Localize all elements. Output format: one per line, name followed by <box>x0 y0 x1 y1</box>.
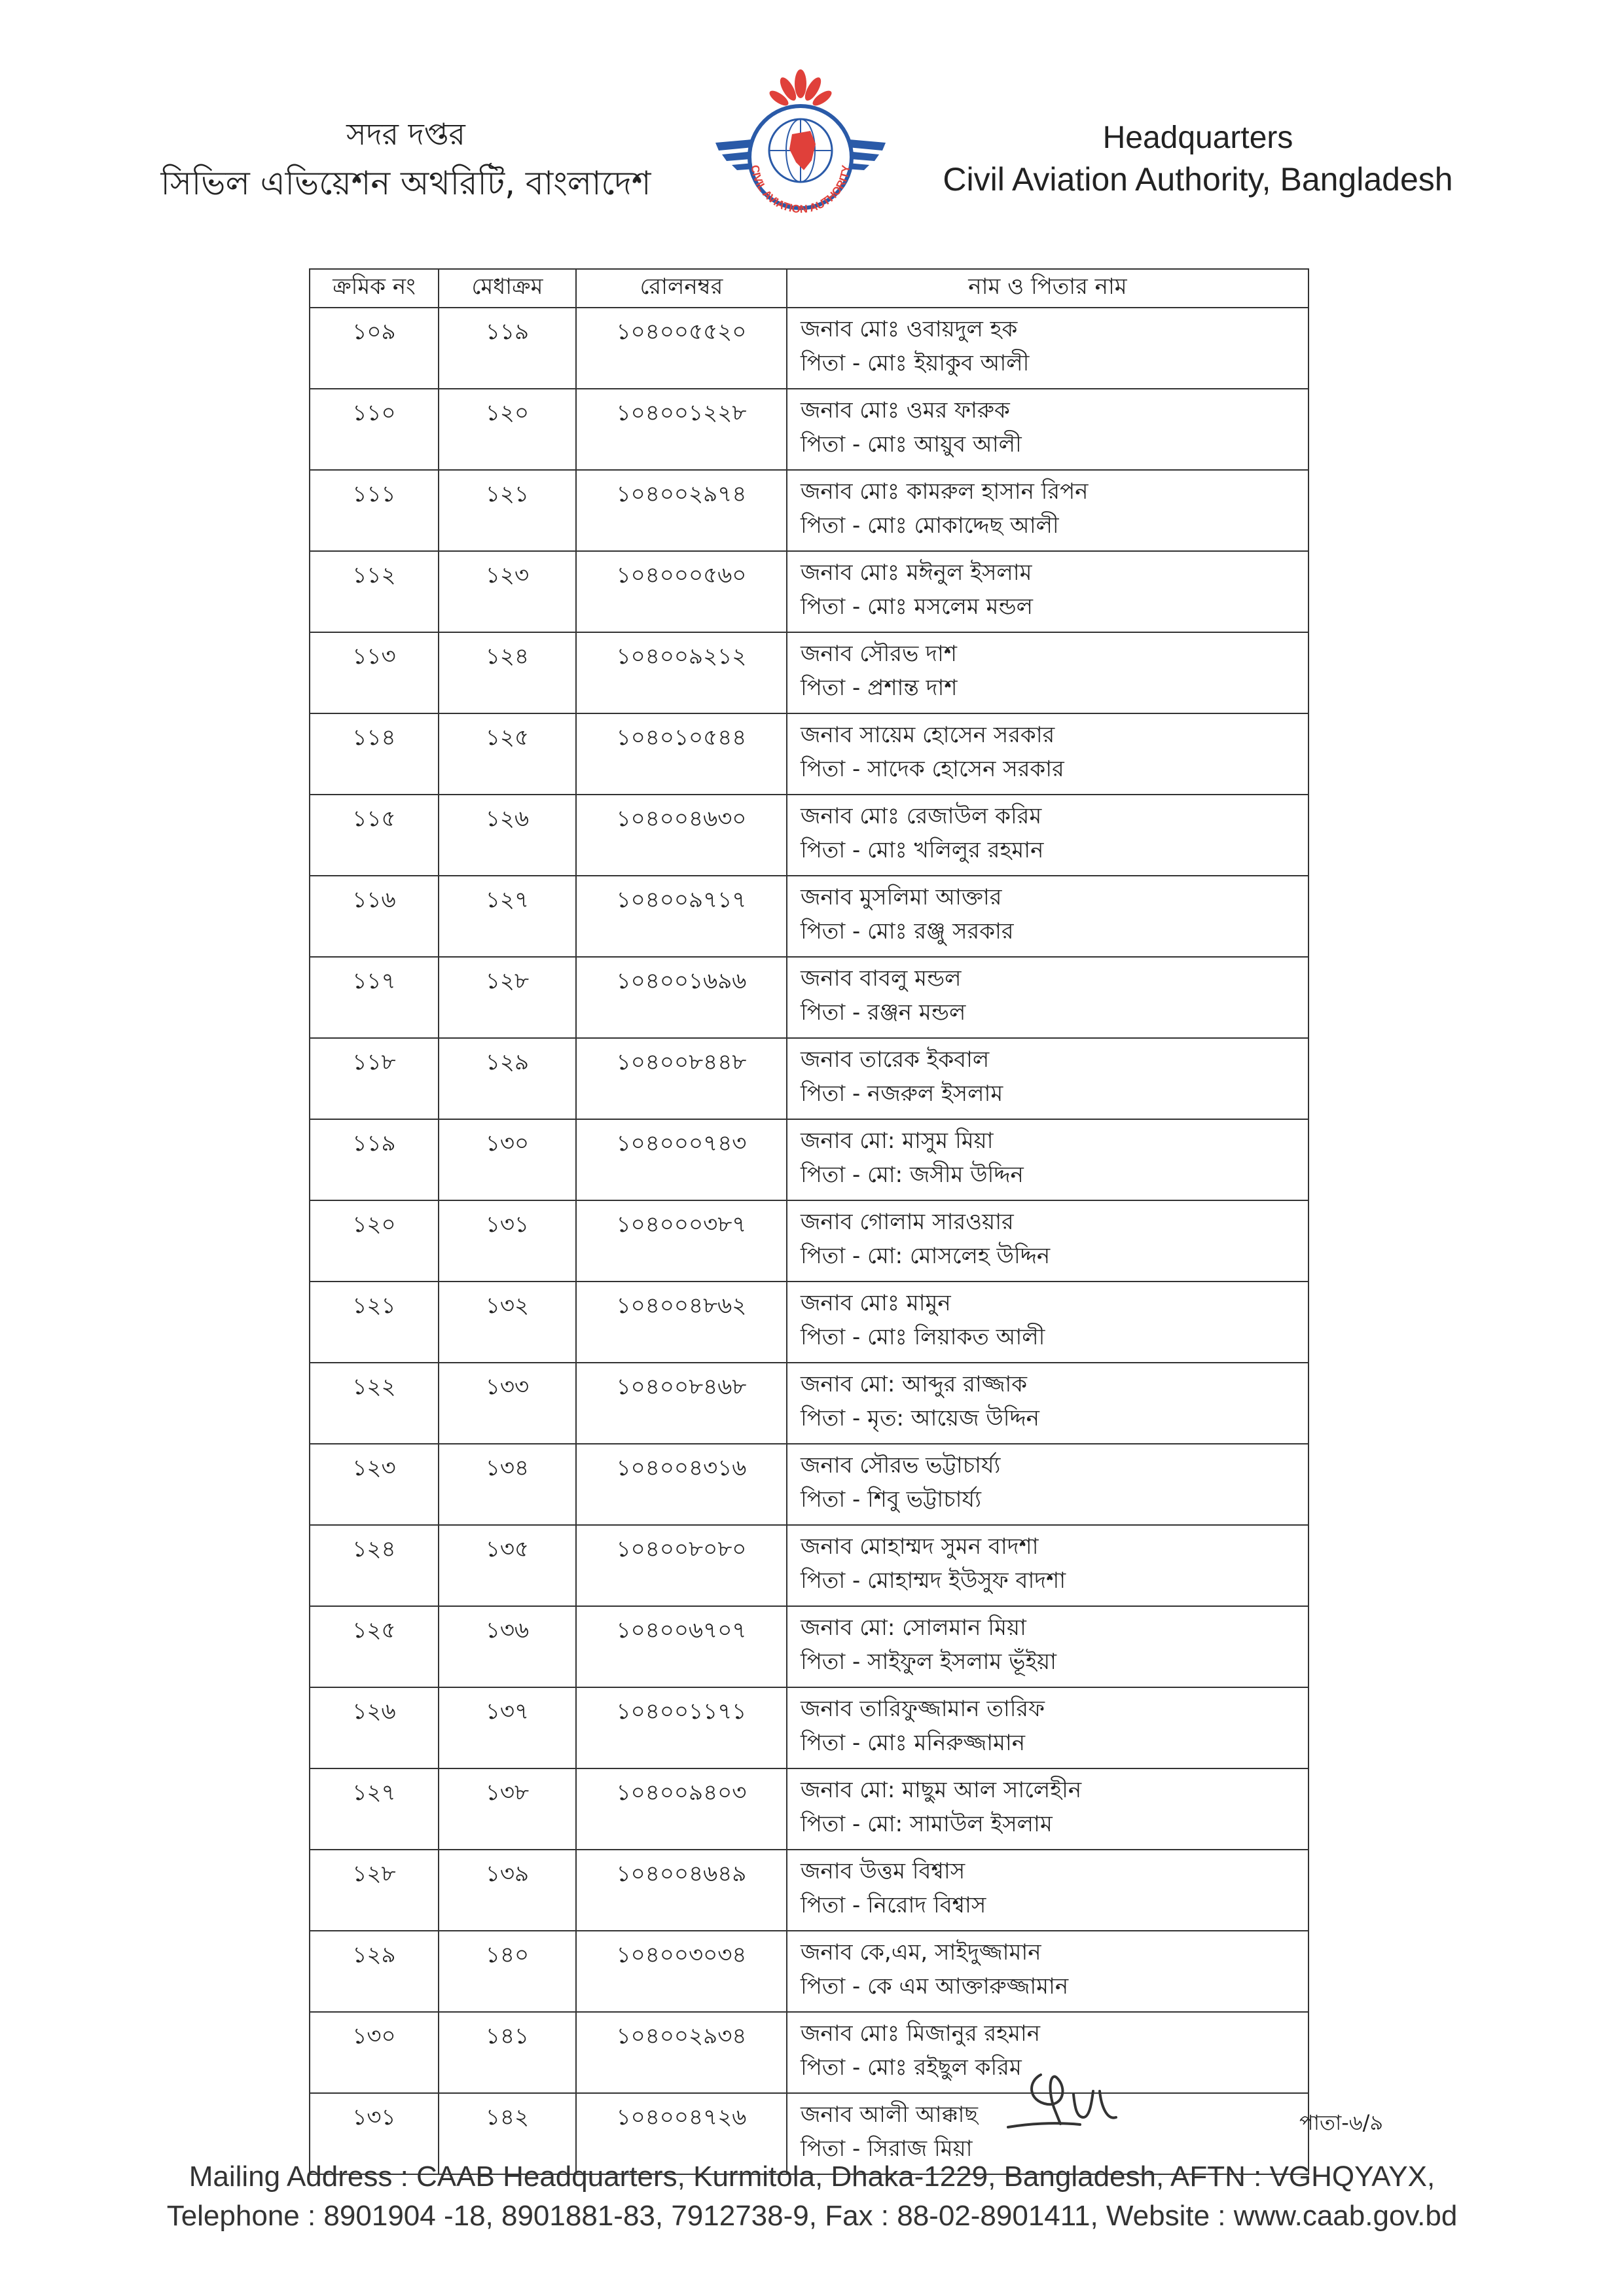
footer-address <box>0 2157 1624 2236</box>
father-name: পিতা - মোঃ লিয়াকত আলী <box>801 1324 1045 1350</box>
roll-cell: ১০৪০০৪৬৩০ <box>576 795 787 876</box>
name-cell <box>787 957 1308 1038</box>
candidate-name: জনাব কে,এম, সাইদুজ্জামান <box>801 1939 1041 1965</box>
name-cell <box>787 1687 1308 1768</box>
roll-cell: ১০৪০০১৬৯৬ <box>576 957 787 1038</box>
serial-cell: ১১৩ <box>310 632 439 713</box>
serial-cell: ১২৫ <box>310 1606 439 1687</box>
serial-cell: ১২৪ <box>310 1525 439 1606</box>
merit-cell: ১৩৮ <box>439 1768 576 1850</box>
roll-cell: ১০৪০০৪৮৬২ <box>576 1282 787 1363</box>
candidate-name: জনাব মোঃ কামরুল হাসান রিপন <box>801 478 1089 505</box>
father-name: পিতা - মোঃ ইয়াকুব আলী <box>801 350 1030 376</box>
candidate-name: জনাব আলী আক্কাছ <box>801 2102 978 2128</box>
name-cell <box>787 1200 1308 1282</box>
name-cell <box>787 1931 1308 2012</box>
merit-cell: ১২০ <box>439 389 576 470</box>
merit-cell: ১৩৩ <box>439 1363 576 1444</box>
father-name: পিতা - মৃত: আয়েজ উদ্দিন <box>801 1405 1039 1431</box>
table-row <box>310 713 1308 795</box>
candidate-name: জনাব মোঃ ওমর ফারুক <box>801 397 1010 423</box>
name-cell <box>787 1768 1308 1850</box>
roll-cell: ১০৪০০০৭৪৩ <box>576 1119 787 1200</box>
roll-cell: ১০৪০০৯৭১৭ <box>576 876 787 957</box>
name-cell <box>787 1525 1308 1606</box>
father-name: পিতা - মোহাম্মদ ইউসুফ বাদশা <box>801 1568 1066 1594</box>
merit-cell: ১২৩ <box>439 551 576 632</box>
candidate-name: জনাব মোঃ ওবায়দুল হক <box>801 316 1018 342</box>
candidate-name: জনাব উত্তম বিশ্বাস <box>801 1858 965 1884</box>
roll-cell: ১০৪০০৯২১২ <box>576 632 787 713</box>
candidate-name: জনাব সৌরভ দাশ <box>801 641 957 667</box>
roll-cell: ১০৪০০০৩৮৭ <box>576 1200 787 1282</box>
table-row <box>310 1200 1308 1282</box>
table-row <box>310 1119 1308 1200</box>
merit-cell: ১৪২ <box>439 2093 576 2174</box>
father-name: পিতা - মোঃ রইছুল করিম <box>801 2054 1022 2081</box>
name-cell <box>787 389 1308 470</box>
merit-cell: ১২৪ <box>439 632 576 713</box>
header-english-office: Headquarters <box>1102 120 1293 155</box>
name-cell <box>787 1038 1308 1119</box>
name-cell <box>787 1444 1308 1525</box>
candidate-name: জনাব সায়েম হোসেন সরকার <box>801 722 1055 748</box>
name-cell <box>787 1282 1308 1363</box>
roll-cell: ১০৪০০৬৭০৭ <box>576 1606 787 1687</box>
merit-cell: ১৩১ <box>439 1200 576 1282</box>
name-cell <box>787 470 1308 551</box>
candidate-name: জনাব মোহাম্মদ সুমন বাদশা <box>801 1534 1039 1560</box>
merit-cell: ১২৬ <box>439 795 576 876</box>
serial-cell: ১১৫ <box>310 795 439 876</box>
merit-cell: ১৩০ <box>439 1119 576 1200</box>
name-cell <box>787 1850 1308 1931</box>
father-name: পিতা - কে এম আক্তারুজ্জামান <box>801 1973 1069 2000</box>
roll-cell: ১০৪০০৪৬৪৯ <box>576 1850 787 1931</box>
header-bangla-authority: সিভিল এভিয়েশন অথরিটি, বাংলাদেশ <box>160 164 651 202</box>
father-name: পিতা - সাদেক হোসেন সরকার <box>801 756 1064 782</box>
father-name: পিতা - মোঃ রঞ্জু সরকার <box>801 918 1014 944</box>
column-header-serial: ক্রমিক নং <box>310 269 439 308</box>
candidate-name: জনাব মো: মাসুম মিয়া <box>801 1128 994 1154</box>
table-row <box>310 957 1308 1038</box>
roll-cell: ১০৪০০৮৪৬৮ <box>576 1363 787 1444</box>
serial-cell: ১১৯ <box>310 1119 439 1200</box>
merit-cell: ১৩৪ <box>439 1444 576 1525</box>
table-row <box>310 470 1308 551</box>
table-header-row <box>310 269 1308 308</box>
serial-cell: ১০৯ <box>310 308 439 389</box>
column-header-roll: রোলনম্বর <box>576 269 787 308</box>
roll-cell: ১০৪০০৫৫২০ <box>576 308 787 389</box>
father-name: পিতা - মোঃ মনিরুজ্জামান <box>801 1730 1026 1756</box>
name-cell <box>787 876 1308 957</box>
candidate-name: জনাব মুসলিমা আক্তার <box>801 884 1002 910</box>
roll-cell: ১০৪০০৪৩১৬ <box>576 1444 787 1525</box>
father-name: পিতা - মোঃ আয়ুব আলী <box>801 431 1022 457</box>
name-cell <box>787 1606 1308 1687</box>
roll-cell: ১০৪০০০৫৬০ <box>576 551 787 632</box>
candidate-name: জনাব সৌরভ ভট্টাচার্য্য <box>801 1452 1001 1479</box>
serial-cell: ১২৬ <box>310 1687 439 1768</box>
footer-mailing-line: Mailing Address : CAAB Headquarters, Kurmitola, Dhaka-1229, Bangladesh, AFTN : VGHQYAYX, <box>189 2161 1435 2193</box>
candidate-table <box>309 268 1309 2175</box>
roll-cell: ১০৪০০৪৭২৬ <box>576 2093 787 2174</box>
candidate-name: জনাব তারিফুজ্জামান তারিফ <box>801 1696 1045 1722</box>
father-name: পিতা - রঞ্জন মন্ডল <box>801 999 966 1026</box>
name-cell <box>787 551 1308 632</box>
serial-cell: ১২৭ <box>310 1768 439 1850</box>
header-english-authority: Civil Aviation Authority, Bangladesh <box>943 161 1453 198</box>
table-row <box>310 2012 1308 2093</box>
table-row <box>310 1687 1308 1768</box>
table-row <box>310 1606 1308 1687</box>
roll-cell: ১০৪০০১২২৮ <box>576 389 787 470</box>
father-name: পিতা - মোঃ মোকাদ্দেছ আলী <box>801 512 1059 539</box>
candidate-name: জনাব বাবলু মন্ডল <box>801 965 962 992</box>
merit-cell: ১৩৭ <box>439 1687 576 1768</box>
roll-cell: ১০৪০০৮০৮০ <box>576 1525 787 1606</box>
signature <box>1001 2062 1159 2140</box>
merit-cell: ১২১ <box>439 470 576 551</box>
candidate-name: জনাব তারেক ইকবাল <box>801 1047 990 1073</box>
candidate-name: জনাব মোঃ মঈনুল ইসলাম <box>801 560 1032 586</box>
page-number: পাতা-৬/৯ <box>1299 2110 1384 2135</box>
name-cell <box>787 795 1308 876</box>
father-name: পিতা - মো: জসীম উদ্দিন <box>801 1162 1024 1188</box>
serial-cell: ১১৬ <box>310 876 439 957</box>
caab-logo <box>712 65 889 239</box>
father-name: পিতা - শিবু ভট্টাচার্য্য <box>801 1486 981 1513</box>
merit-cell: ১১৯ <box>439 308 576 389</box>
serial-cell: ১২২ <box>310 1363 439 1444</box>
header-bangla-office: সদর দপ্তর <box>346 117 465 152</box>
name-cell <box>787 1119 1308 1200</box>
father-name: পিতা - মো: মোসলেহ উদ্দিন <box>801 1243 1051 1269</box>
candidate-name: জনাব মোঃ মিজানুর রহমান <box>801 2020 1041 2047</box>
serial-cell: ১১৭ <box>310 957 439 1038</box>
serial-cell: ১২৯ <box>310 1931 439 2012</box>
father-name: পিতা - মো: সামাউল ইসলাম <box>801 1811 1053 1837</box>
serial-cell: ১১৪ <box>310 713 439 795</box>
roll-cell: ১০৪০১০৫৪৪ <box>576 713 787 795</box>
merit-cell: ১৪০ <box>439 1931 576 2012</box>
roll-cell: ১০৪০০১১৭১ <box>576 1687 787 1768</box>
column-header-name: নাম ও পিতার নাম <box>787 269 1308 308</box>
name-cell <box>787 632 1308 713</box>
father-name: পিতা - প্রশান্ত দাশ <box>801 675 958 701</box>
table-row <box>310 632 1308 713</box>
serial-cell: ১২০ <box>310 1200 439 1282</box>
serial-cell: ১১১ <box>310 470 439 551</box>
father-name: পিতা - মোঃ খলিলুর রহমান <box>801 837 1044 863</box>
table-row <box>310 1850 1308 1931</box>
header-english <box>916 118 1479 200</box>
table-row <box>310 1038 1308 1119</box>
header-bangla <box>124 111 687 209</box>
merit-cell: ১২৮ <box>439 957 576 1038</box>
table-row <box>310 795 1308 876</box>
candidate-name: জনাব গোলাম সারওয়ার <box>801 1209 1014 1235</box>
table-row <box>310 551 1308 632</box>
candidate-name: জনাব মো: সোলমান মিয়া <box>801 1615 1026 1641</box>
table-row <box>310 1931 1308 2012</box>
svg-text:CIVIL AVIATION AUTHORITY: CIVIL AVIATION AUTHORITY <box>748 164 853 216</box>
candidate-name: জনাব মোঃ মামুন <box>801 1290 951 1316</box>
roll-cell: ১০৪০০২৯৭৪ <box>576 470 787 551</box>
father-name: পিতা - নজরুল ইসলাম <box>801 1081 1003 1107</box>
merit-cell: ১৩৬ <box>439 1606 576 1687</box>
serial-cell: ১১৮ <box>310 1038 439 1119</box>
merit-cell: ১২৫ <box>439 713 576 795</box>
table-row <box>310 308 1308 389</box>
serial-cell: ১২১ <box>310 1282 439 1363</box>
serial-cell: ১৩১ <box>310 2093 439 2174</box>
roll-cell: ১০৪০০৯৪০৩ <box>576 1768 787 1850</box>
table-row <box>310 1768 1308 1850</box>
merit-cell: ১২৯ <box>439 1038 576 1119</box>
name-cell <box>787 1363 1308 1444</box>
table-row <box>310 1444 1308 1525</box>
merit-cell: ১৪১ <box>439 2012 576 2093</box>
merit-cell: ১৩৫ <box>439 1525 576 1606</box>
merit-cell: ১২৭ <box>439 876 576 957</box>
candidate-name: জনাব মো: মাছুম আল সালেহীন <box>801 1777 1082 1803</box>
roll-cell: ১০৪০০৮৪৪৮ <box>576 1038 787 1119</box>
merit-cell: ১৩২ <box>439 1282 576 1363</box>
serial-cell: ১৩০ <box>310 2012 439 2093</box>
serial-cell: ১১২ <box>310 551 439 632</box>
serial-cell: ১২৩ <box>310 1444 439 1525</box>
table-row <box>310 876 1308 957</box>
serial-cell: ১১০ <box>310 389 439 470</box>
father-name: পিতা - সাইফুল ইসলাম ভূঁইয়া <box>801 1649 1056 1675</box>
footer-contact-line: Telephone : 8901904 -18, 8901881-83, 7912738-9, Fax : 88-02-8901411, Website : www.caab.gov.bd <box>166 2200 1458 2232</box>
table-row <box>310 1525 1308 1606</box>
table-row <box>310 1282 1308 1363</box>
candidate-name: জনাব মোঃ রেজাউল করিম <box>801 803 1042 829</box>
table-row <box>310 389 1308 470</box>
father-name: পিতা - সিরাজ মিয়া <box>801 2136 973 2162</box>
roll-cell: ১০৪০০২৯৩৪ <box>576 2012 787 2093</box>
table-row <box>310 1363 1308 1444</box>
name-cell <box>787 713 1308 795</box>
column-header-merit: মেধাক্রম <box>439 269 576 308</box>
roll-cell: ১০৪০০৩০৩৪ <box>576 1931 787 2012</box>
serial-cell: ১২৮ <box>310 1850 439 1931</box>
candidate-name: জনাব মো: আব্দুর রাজ্জাক <box>801 1371 1028 1397</box>
name-cell <box>787 308 1308 389</box>
father-name: পিতা - মোঃ মসলেম মন্ডল <box>801 594 1033 620</box>
merit-cell: ১৩৯ <box>439 1850 576 1931</box>
father-name: পিতা - নিরোদ বিশ্বাস <box>801 1892 986 1918</box>
